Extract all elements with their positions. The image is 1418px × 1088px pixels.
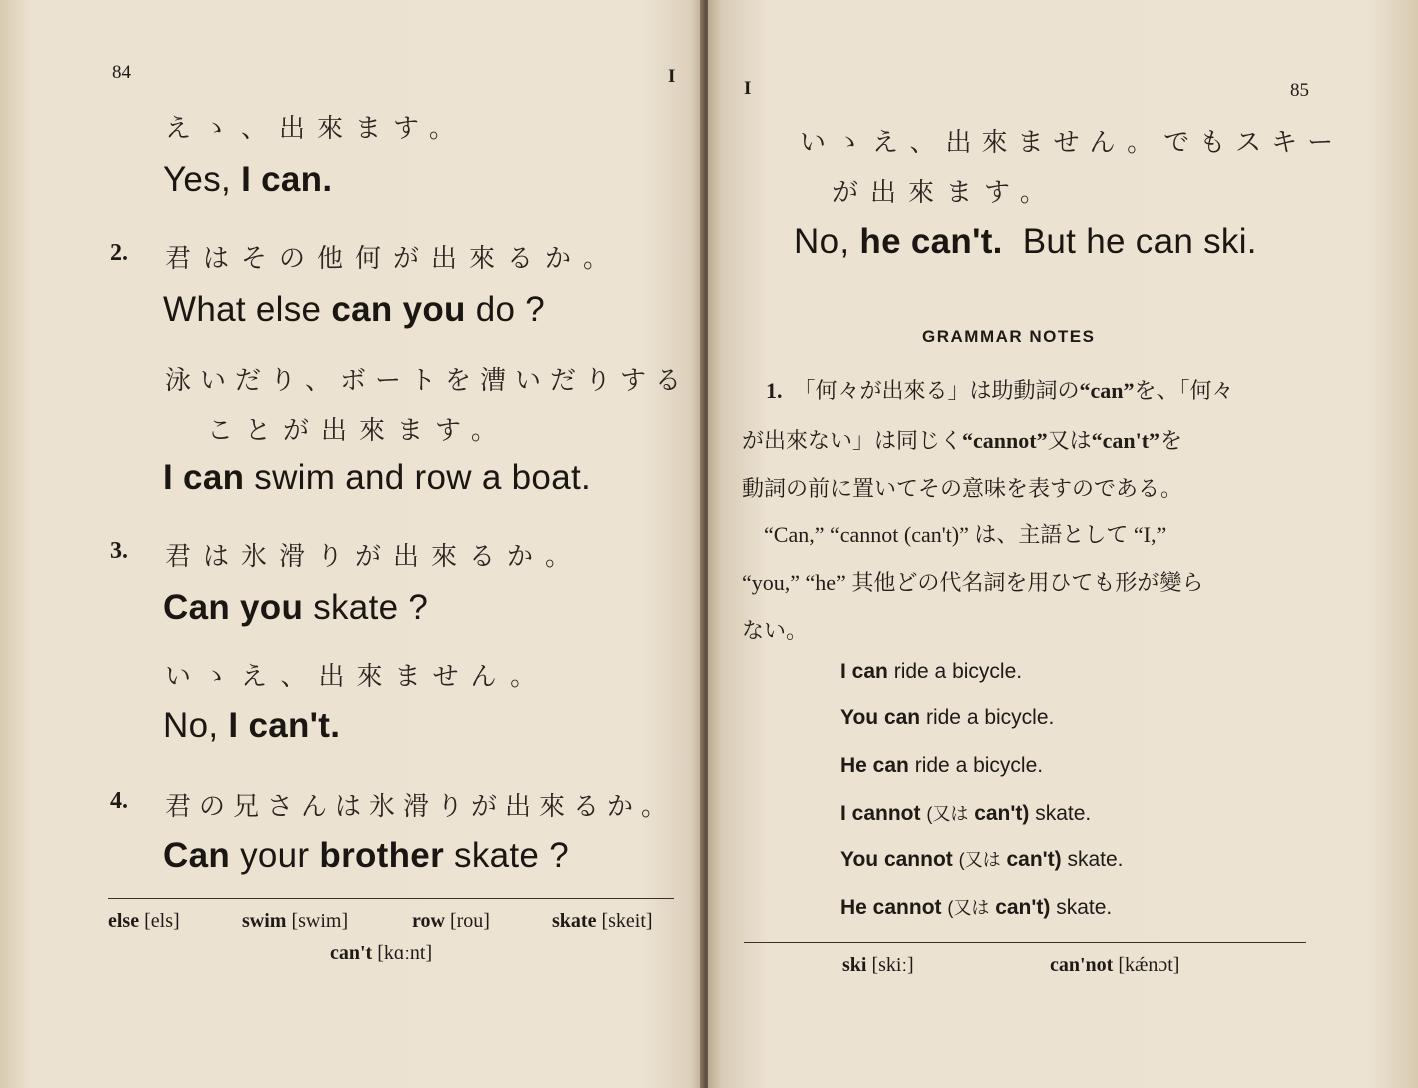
en-line: Yes, I can. — [163, 160, 333, 199]
item-number: 3. — [110, 538, 128, 564]
note-line: 1. 「何々が出來る」は助動詞の“can”を、「何々 — [766, 378, 1234, 403]
example-line: I cannot (又は can't) skate. — [840, 802, 1092, 825]
page-number-left: 84 — [112, 62, 131, 83]
example-line: He can ride a bicycle. — [840, 754, 1044, 777]
ja-line: 泳いだり、ボートを漕いだりする — [165, 366, 691, 396]
left-page — [0, 0, 704, 1088]
page-number-right: 85 — [1290, 80, 1309, 101]
vocab-entry: skate [skeit] — [552, 910, 653, 932]
en-line: No, I can't. — [163, 706, 341, 745]
en-line: I can swim and row a boat. — [163, 458, 592, 497]
grammar-notes-title: GRAMMAR NOTES — [922, 327, 1096, 346]
vocab-entry: can'not [kǽnɔt] — [1050, 954, 1180, 976]
en-line: Can you skate ? — [163, 588, 429, 627]
en-line: Can your brother skate ? — [163, 836, 569, 875]
header-mark-left: I — [668, 66, 676, 87]
vocab-entry: else [els] — [108, 910, 180, 932]
note-line: が出來ない」は同じく“cannot”又は“can't”を — [742, 428, 1183, 453]
en-line: What else can you do ? — [163, 290, 546, 329]
ja-line: 君は氷滑りが出來るか。 — [165, 542, 584, 572]
note-line: 動詞の前に置いてその意味を表すのである。 — [742, 476, 1183, 501]
vocab-entry: can't [kɑːnt] — [330, 942, 433, 964]
example-line: I can ride a bicycle. — [840, 660, 1023, 683]
right-page — [708, 0, 1418, 1088]
ja-line: ことが出來ます。 — [207, 416, 509, 446]
ja-line: いゝえ、出來ません。 — [165, 662, 549, 692]
note-line: “you,” “he” 其他どの代名詞を用ひても形が變ら — [742, 570, 1204, 595]
vocab-entry: ski [skiː] — [842, 954, 914, 976]
ja-line: 君はその他何が出來るか。 — [165, 244, 622, 274]
vocab-entry: row [rou] — [412, 910, 490, 932]
ja-line: いゝえ、出來ません。でもスキー — [800, 128, 1344, 158]
note-line: ない。 — [742, 618, 809, 643]
vocab-entry: swim [swim] — [242, 910, 349, 932]
example-line: He cannot (又は can't) skate. — [840, 896, 1113, 919]
en-line: No, he can't. But he can ski. — [794, 222, 1257, 261]
example-line: You cannot (又は can't) skate. — [840, 848, 1124, 871]
ja-line: が出來ます。 — [832, 178, 1058, 208]
vocab-divider — [108, 898, 674, 899]
ja-line: えゝ、出來ます。 — [165, 114, 467, 144]
ja-line: 君の兄さんは氷滑りが出來るか。 — [165, 792, 676, 822]
item-number: 4. — [110, 788, 128, 814]
item-number: 2. — [110, 240, 128, 266]
note-line: “Can,” “cannot (can't)” は、主語として “I,” — [764, 522, 1167, 547]
header-mark-right: I — [744, 78, 752, 99]
example-line: You can ride a bicycle. — [840, 706, 1055, 729]
vocab-divider — [744, 942, 1306, 943]
